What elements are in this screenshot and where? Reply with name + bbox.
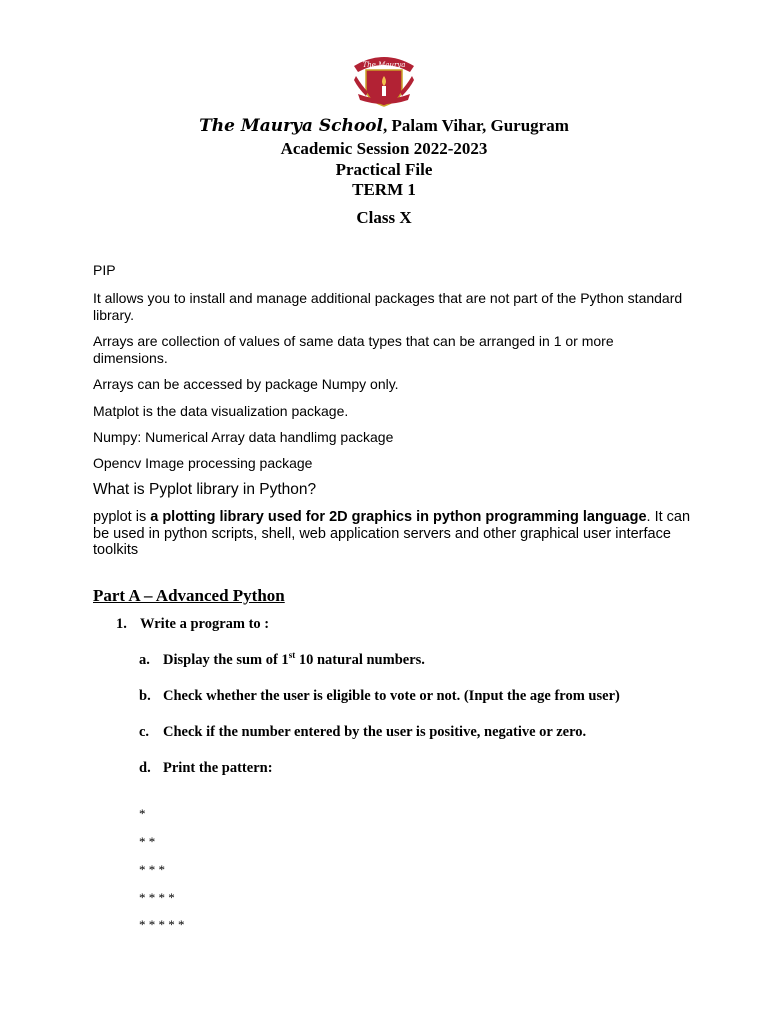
sub-item-text: Display the sum of 1st 10 natural numbers. bbox=[163, 650, 425, 668]
pattern-row: * * bbox=[139, 834, 156, 849]
pattern-row: * * * * * bbox=[139, 917, 185, 932]
pyplot-answer bbox=[93, 509, 693, 559]
sub-item-text: Check whether the user is eligible to vote or not. (Input the age from user) bbox=[163, 688, 620, 704]
pattern-row: * bbox=[139, 806, 146, 821]
pip-description: It allows you to install and manage additional packages that are not part of the Python standard library. bbox=[93, 290, 683, 323]
answer-bold: a plotting library used for 2D graphics in python programming language bbox=[150, 509, 647, 525]
class-line: Class X bbox=[356, 208, 412, 227]
school-title bbox=[0, 116, 768, 136]
question-number: 1. bbox=[116, 616, 127, 632]
session-line: Academic Session 2022-2023 bbox=[280, 139, 488, 158]
notes-heading: PIP bbox=[93, 262, 116, 278]
school-location: , Palam Vihar, Gurugram bbox=[382, 116, 569, 135]
opencv-note: Opencv Image processing package bbox=[93, 455, 313, 471]
part-a-title: Part A – Advanced Python bbox=[93, 586, 285, 605]
answer-lead: pyplot is bbox=[93, 509, 151, 525]
matplot-note: Matplot is the data visualization package. bbox=[93, 403, 349, 419]
arrays-access-note: Arrays can be accessed by package Numpy only. bbox=[93, 376, 399, 392]
sub-item-text: Check if the number entered by the user is positive, negative or zero. bbox=[163, 724, 587, 740]
pattern-row: * * * bbox=[139, 862, 165, 877]
school-name: The Maurya School bbox=[199, 116, 383, 136]
term-line: TERM 1 bbox=[352, 180, 416, 199]
sub-item-label: d. bbox=[139, 760, 151, 776]
sub-item-label: c. bbox=[139, 724, 150, 740]
answer-rest: . It can be used in python scripts, shell, web application servers and other graphical user interface toolkits bbox=[93, 509, 691, 558]
question-text: Write a program to : bbox=[140, 616, 270, 632]
sub-item-label: a. bbox=[139, 652, 150, 668]
numpy-note: Numpy: Numerical Array data handlimg package bbox=[93, 429, 394, 445]
crest-banner-text: The Maurya bbox=[362, 61, 406, 69]
sub-item-text: Print the pattern: bbox=[163, 760, 273, 776]
pattern-row: * * * * bbox=[139, 890, 175, 905]
arrays-description: Arrays are collection of values of same data types that can be arranged in 1 or more dimensions. bbox=[93, 333, 614, 366]
sub-item-label: b. bbox=[139, 688, 151, 704]
pyplot-question: What is Pyplot library in Python? bbox=[93, 481, 317, 498]
school-crest-logo bbox=[346, 52, 422, 108]
file-line: Practical File bbox=[335, 160, 433, 179]
